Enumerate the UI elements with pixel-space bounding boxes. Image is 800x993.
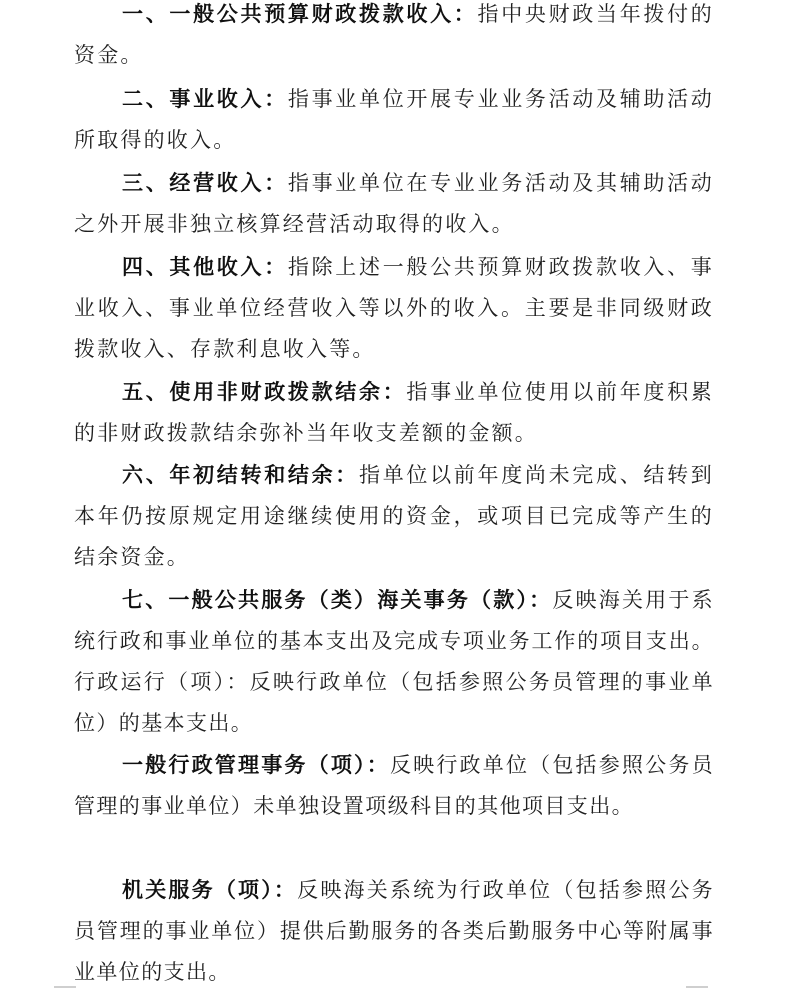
- paragraph-general-budget-income: [74, 0, 714, 76]
- paragraph-heading: 三、经营收入：: [122, 171, 288, 195]
- paragraph-heading: 一般行政管理事务（项）：: [122, 753, 390, 777]
- paragraph-body: 反映海关用于系统行政和事业单位的基本支出及完成专项业务工作的项目支出。行政运行（项）：反映行政单位（包括参照公务员管理的事业单位）的基本支出。: [74, 588, 714, 735]
- paragraph-body: 指单位以前年度尚未完成、结转到本年仍按原规定用途继续使用的资金，或项目已完成等产生的结余资金。: [74, 463, 714, 569]
- page-corner-mark-left: [54, 986, 76, 988]
- paragraph-heading: 一、一般公共预算财政拨款收入：: [122, 2, 478, 26]
- paragraph-body: 指事业单位在专业业务活动及其辅助活动之外开展非独立核算经营活动取得的收入。: [74, 171, 714, 236]
- paragraph-customs-affairs: [74, 580, 714, 744]
- paragraph-body: 指事业单位使用以前年度积累的非财政拨款结余弥补当年收支差额的金额。: [74, 380, 714, 445]
- paragraph-body: 指除上述一般公共预算财政拨款收入、事业收入、事业单位经营收入等以外的收入。主要是非同级财政拨款收入、存款利息收入等。: [74, 255, 714, 361]
- paragraph-business-income: [74, 79, 714, 161]
- paragraph-heading: 五、使用非财政拨款结余：: [122, 380, 407, 404]
- paragraph-other-income: [74, 247, 714, 370]
- paragraph-body: 反映行政单位（包括参照公务员管理的事业单位）未单独设置项级科目的其他项目支出。: [74, 753, 714, 818]
- paragraph-agency-services: [74, 870, 714, 993]
- paragraph-carryover-balance: [74, 455, 714, 578]
- page-corner-mark-right: [686, 986, 708, 988]
- paragraph-operating-income: [74, 163, 714, 245]
- paragraph-heading: 四、其他收入：: [122, 255, 288, 279]
- paragraph-heading: 六、年初结转和结余：: [122, 463, 359, 487]
- paragraph-heading: 机关服务（项）：: [122, 878, 298, 902]
- paragraph-body: 指中央财政当年拨付的资金。: [74, 2, 714, 67]
- paragraph-non-fiscal-surplus: [74, 372, 714, 454]
- paragraph-heading: 七、一般公共服务（类）海关事务（款）：: [122, 588, 553, 612]
- paragraph-body: 反映海关系统为行政单位（包括参照公务员管理的事业单位）提供后勤服务的各类后勤服务中心等附属事业单位的支出。: [74, 878, 715, 984]
- paragraph-heading: 二、事业收入：: [122, 87, 288, 111]
- paragraph-body: 指事业单位开展专业业务活动及辅助活动所取得的收入。: [74, 87, 714, 152]
- paragraph-general-admin-affairs: [74, 745, 714, 827]
